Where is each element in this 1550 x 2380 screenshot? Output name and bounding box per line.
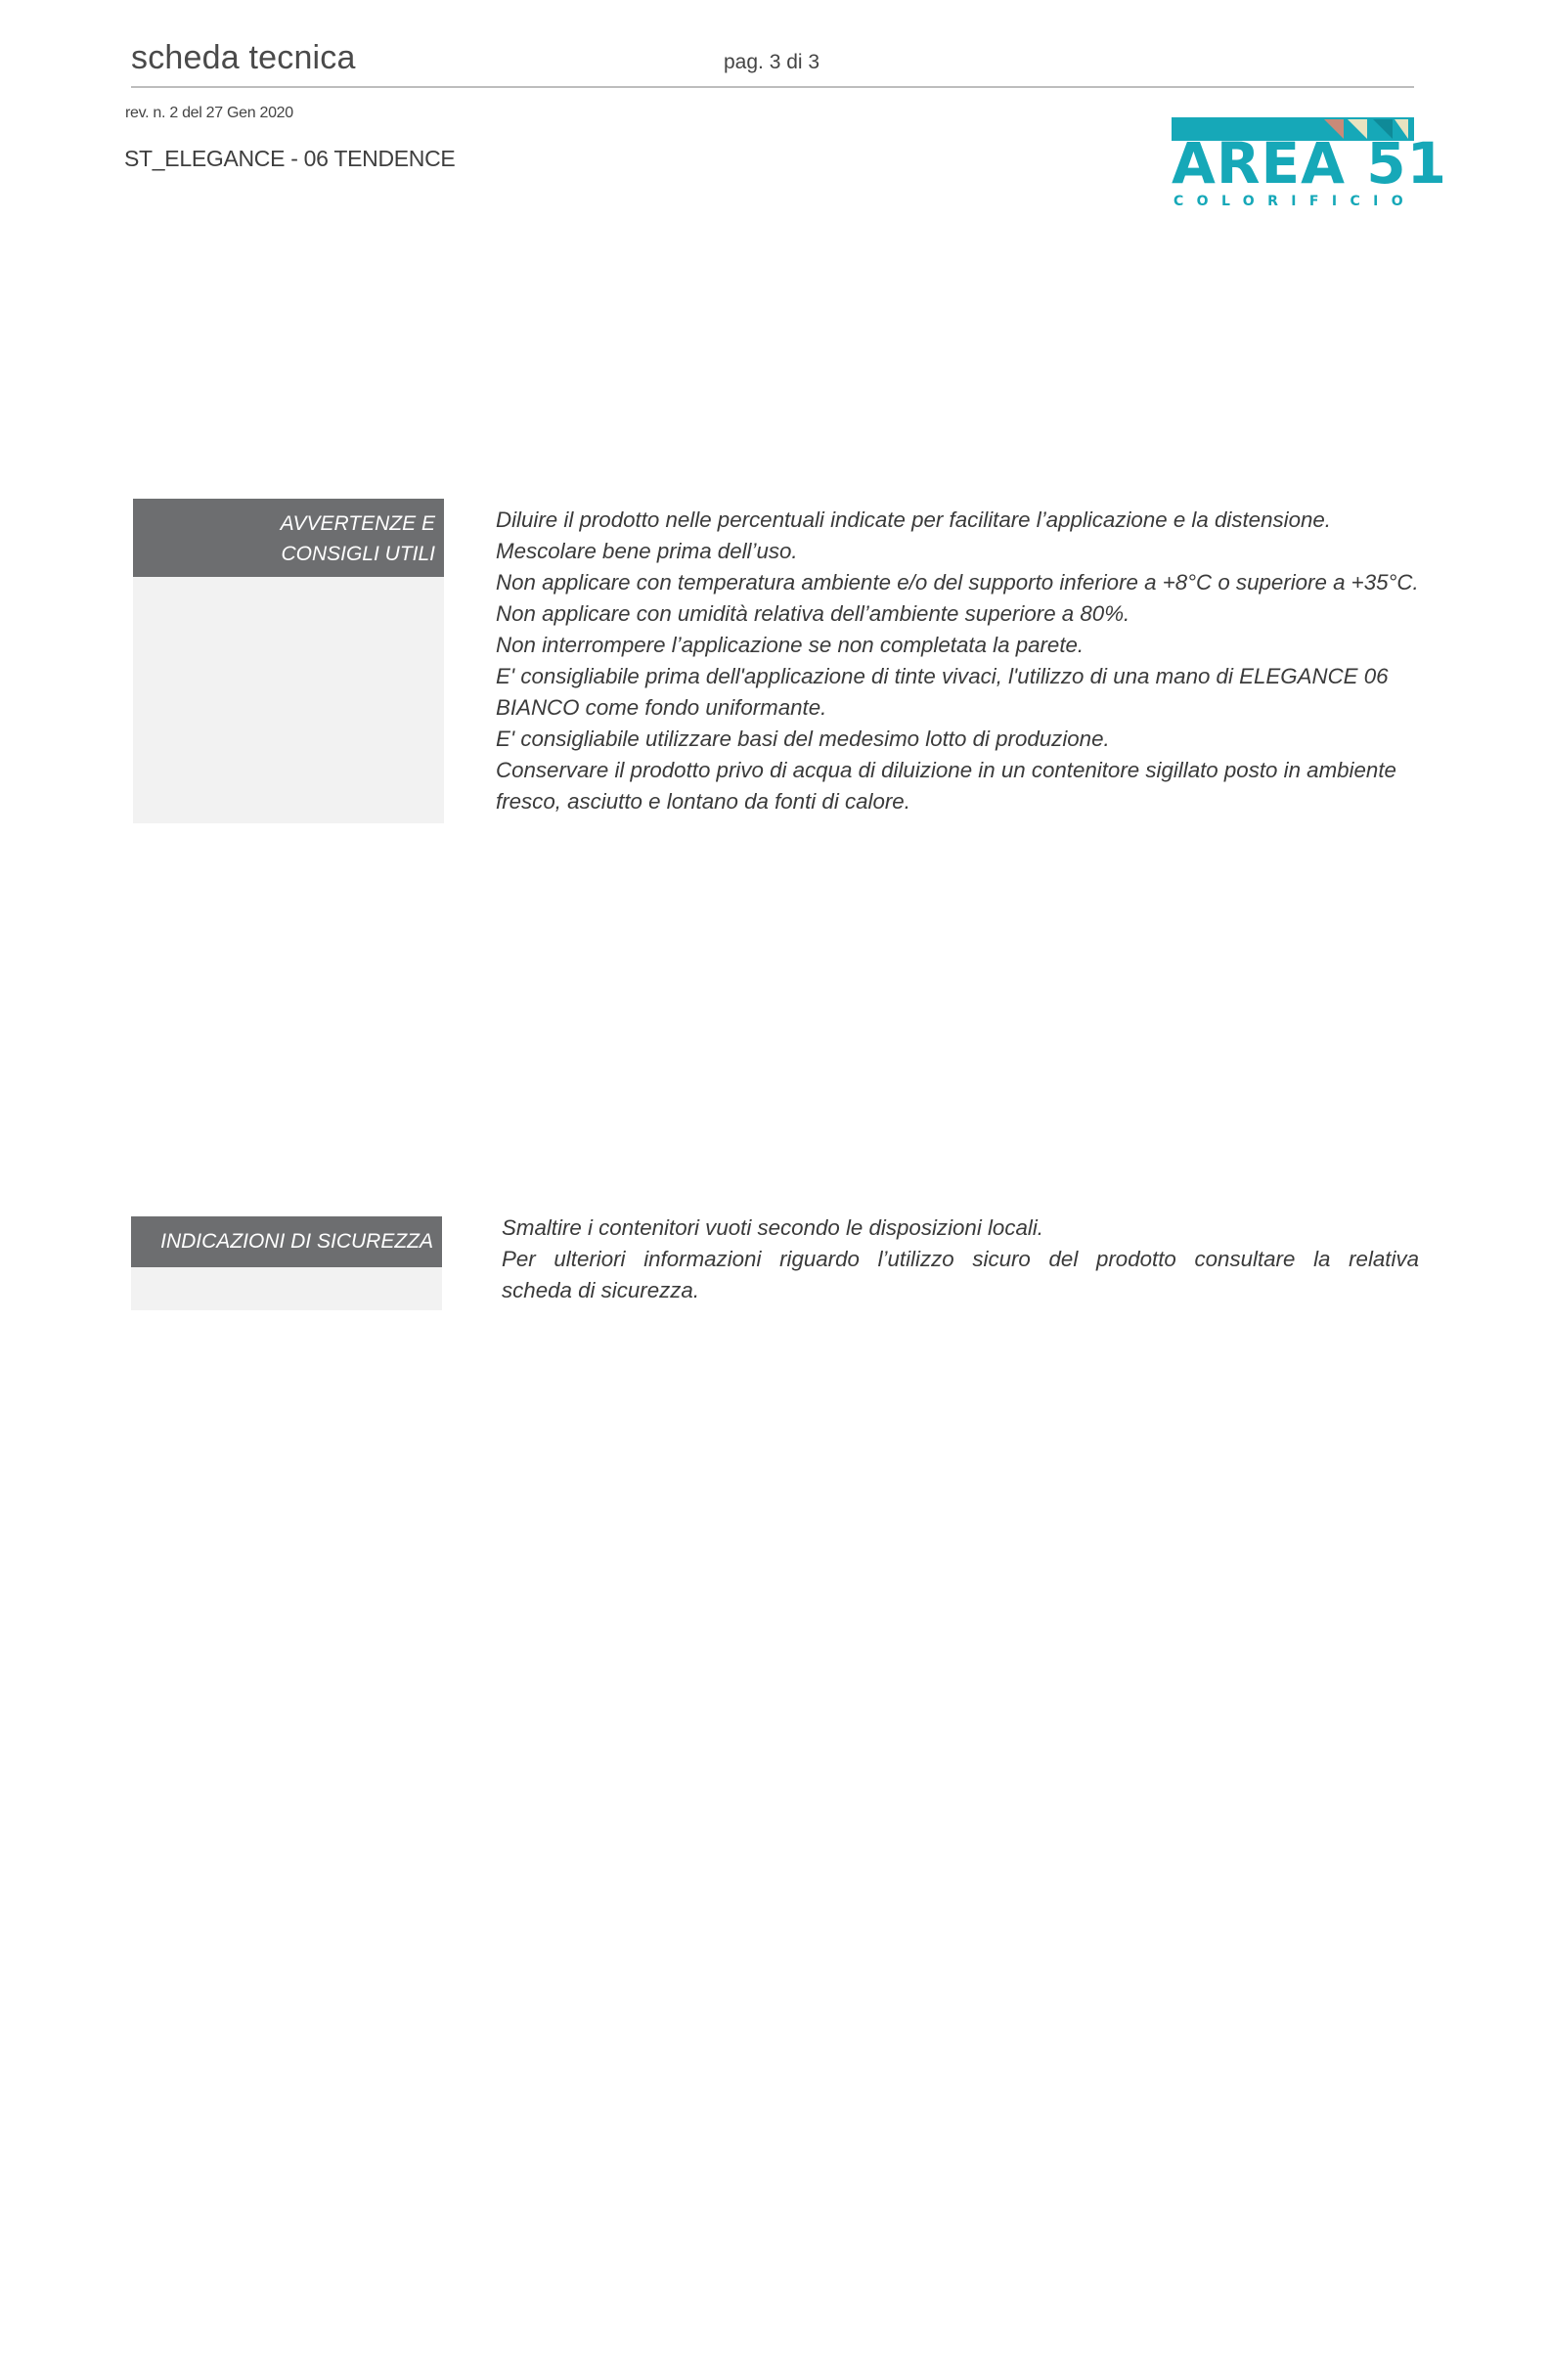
safety-line: Per ulteriori informazioni riguardo l’utilizzo sicuro del prodotto consultare la relativa bbox=[502, 1247, 1419, 1271]
warnings-line: fresco, asciutto e lontano da fonti di calore. bbox=[496, 789, 910, 814]
logo-wordmark: AREA 51 bbox=[1172, 130, 1447, 197]
warnings-line: Non applicare con umidità relativa dell’ambiente superiore a 80%. bbox=[496, 601, 1130, 626]
product-code: ST_ELEGANCE - 06 TENDENCE bbox=[124, 146, 456, 171]
warnings-line: BIANCO come fondo uniformante. bbox=[496, 695, 827, 720]
warnings-line: Conservare il prodotto privo di acqua di diluizione in un contenitore sigillato posto in ambiente bbox=[496, 758, 1396, 782]
warnings-label-line2: CONSIGLI UTILI bbox=[281, 543, 435, 565]
warnings-line: Diluire il prodotto nelle percentuali indicate per facilitare l’applicazione e la distensione. bbox=[496, 507, 1331, 532]
warnings-line: Mescolare bene prima dell’uso. bbox=[496, 539, 798, 563]
logo-subtitle: COLORIFICIO bbox=[1174, 194, 1417, 209]
document-title: scheda tecnica bbox=[131, 39, 356, 76]
warnings-label bbox=[133, 499, 444, 577]
safety-line: scheda di sicurezza. bbox=[502, 1278, 700, 1302]
safety-label-text: INDICAZIONI DI SICUREZZA bbox=[160, 1230, 433, 1253]
safety-text bbox=[502, 1212, 1419, 1306]
warnings-line: Non applicare con temperatura ambiente e/o del supporto inferiore a +8°C o superiore a +35°C. bbox=[496, 570, 1419, 595]
page-number: pag. 3 di 3 bbox=[724, 51, 820, 73]
warnings-text bbox=[496, 505, 1503, 817]
company-logo bbox=[1172, 117, 1447, 211]
revision-info: rev. n. 2 del 27 Gen 2020 bbox=[125, 105, 293, 121]
warnings-line: E' consigliabile prima dell'applicazione di tinte vivaci, l'utilizzo di una mano di ELEGANCE 06 bbox=[496, 664, 1389, 688]
warnings-line: Non interrompere l’applicazione se non completata la parete. bbox=[496, 633, 1085, 657]
safety-label bbox=[131, 1216, 442, 1267]
warnings-line: E' consigliabile utilizzare basi del medesimo lotto di produzione. bbox=[496, 727, 1110, 751]
safety-line: Smaltire i contenitori vuoti secondo le disposizioni locali. bbox=[502, 1215, 1043, 1240]
warnings-label-line1: AVVERTENZE E bbox=[280, 512, 435, 535]
header-divider bbox=[131, 86, 1414, 88]
